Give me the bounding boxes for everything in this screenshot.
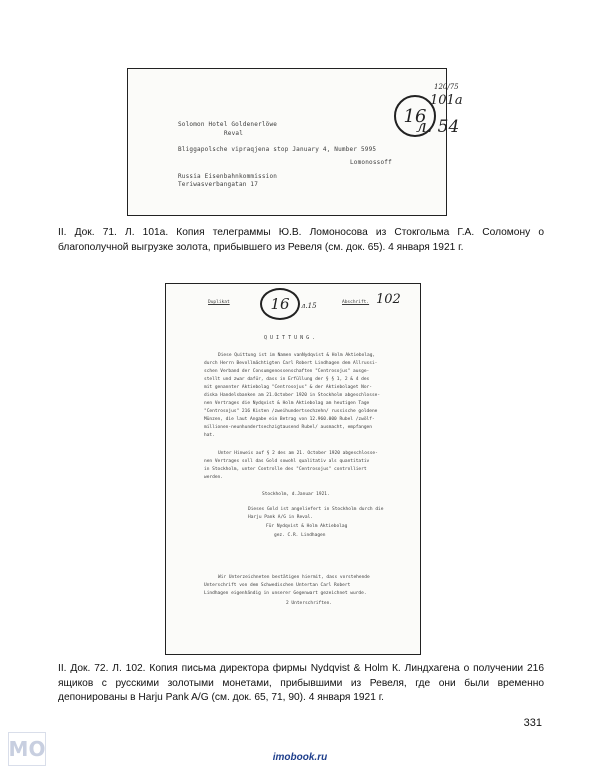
closing-line: Unterschrift von dem Schwedischen Untertan Carl Robert bbox=[204, 583, 351, 588]
header-abschrift: Abschrift. bbox=[342, 300, 370, 305]
closing-line: 2 Unterschriften. bbox=[286, 601, 333, 606]
body-line: millionen-neunhundertsechzigtausend Rubel/ ausmacht, empfangen bbox=[204, 425, 372, 430]
page-number: 331 bbox=[523, 717, 542, 729]
closing-line: Lindhagen eigenhändig in unserer Gegenwart gezeichnet wurde. bbox=[204, 591, 367, 596]
telegram-line: Reval bbox=[224, 130, 244, 137]
handwritten-sheet-number: 102 bbox=[376, 292, 401, 307]
receipt-scan bbox=[165, 283, 421, 655]
handwritten-sheet-number: 101a bbox=[430, 93, 463, 108]
body-line: durch Herrn Bevollmächtigten Carl Robert Lindhagen dem Allrussi- bbox=[204, 361, 378, 366]
handwritten-sheet-small: л.15 bbox=[301, 302, 317, 310]
body-line: stellt und zwar dafür, dass in Erfüllung der § § 1, 2 & 4 des bbox=[204, 377, 370, 382]
date-line: Stockholm, d.Januar 1921. bbox=[262, 492, 330, 497]
body-line: schen Verband der Consumgenossenschaften "Centrosojus" ausge- bbox=[204, 369, 370, 374]
body-line: mit genannter Aktiebolag "Centrosojus" & der Aktiebolaget Nor- bbox=[204, 385, 372, 390]
telegram-scan bbox=[127, 68, 463, 216]
archive-number-circle: 16 bbox=[394, 95, 436, 137]
closing-line: Wir Unterzeichneten bestätigen hiermit, dass vorstehende bbox=[218, 575, 370, 580]
body-line: Münzen, die laut Angabe ein Betrag von 12.960.000 Rubel /zwölf- bbox=[204, 417, 375, 422]
handwritten-side-note: л. 54 bbox=[416, 117, 460, 137]
telegram-line: Bliggapolsche vipraqjena stop January 4, Number 5995 bbox=[178, 146, 377, 153]
footer-link[interactable]: imobook.ru bbox=[272, 752, 328, 763]
signature-line: Für Nydqvist & Holm Aktiebolag bbox=[266, 524, 348, 529]
telegram-line: Solomon Hotel Goldenerlöwe bbox=[178, 121, 278, 128]
body-line: nen Vertrages die Nydqvist & Holm Aktiebolag am heutigen Tage bbox=[204, 401, 370, 406]
signature-line: gez. C.R. Lindhagen bbox=[274, 533, 326, 538]
header-duplikat: Duplikat bbox=[208, 300, 230, 305]
para2-line: Unter Hinweis auf § 2 des am 21. October 1920 abgeschlosse- bbox=[218, 451, 378, 456]
gold-line: Dieses Gold ist angeliefert in Stockholm durch die bbox=[248, 507, 384, 512]
handwritten-note-top: 120/75 bbox=[434, 83, 459, 91]
body-line: "Centrosojus" 216 Kisten /zweihundertsechzehn/ russische goldene bbox=[204, 409, 378, 414]
publisher-logo: MO bbox=[8, 732, 46, 766]
caption-doc-71: II. Док. 71. Л. 101а. Копия телеграммы Ю.В. Ломоносова из Стокгольма Г.А. Соломону о благополучной выгрузке золота, прибывшего из Ревеля (см. док. 65). 4 января 1921 г. bbox=[58, 227, 544, 253]
body-line: hat. bbox=[204, 433, 215, 438]
caption-doc-72: II. Док. 72. Л. 102. Копия письма директора фирмы Nydqvist & Holm К. Линдхагена о получении 216 ящиков с русскими золотыми монетами, прибывшими из Ревеля, где они были временно депонированы в Harju Pank A/G (см. док. 65, 71, 90). 4 января 1921 г. bbox=[58, 663, 544, 703]
body-line: diska Handelsbanken am 21.October 1920 in Stockholm abgeschlosse- bbox=[204, 393, 381, 398]
body-line: Diese Quittung ist im Namen vanNydqvist & Holm Aktiebolag, bbox=[218, 353, 376, 358]
receipt-title: Q U I T T U N G . bbox=[264, 335, 316, 341]
para2-line: werden. bbox=[204, 475, 223, 480]
telegram-line: Lomonossoff bbox=[350, 159, 392, 166]
archive-number-circle: 16 bbox=[260, 288, 300, 320]
telegram-line: Teriwasverbangatan 17 bbox=[178, 181, 259, 188]
gold-line: Harju Pank A/G in Reval. bbox=[248, 515, 314, 520]
telegram-line: Russia Eisenbahnkommission bbox=[178, 173, 278, 180]
para2-line: in Stockholm, unter Controlle des "Centrosojus" controlliert bbox=[204, 467, 367, 472]
para2-line: nen Vertrages soll das Gold sowohl qualitativ als quantitativ bbox=[204, 459, 370, 464]
